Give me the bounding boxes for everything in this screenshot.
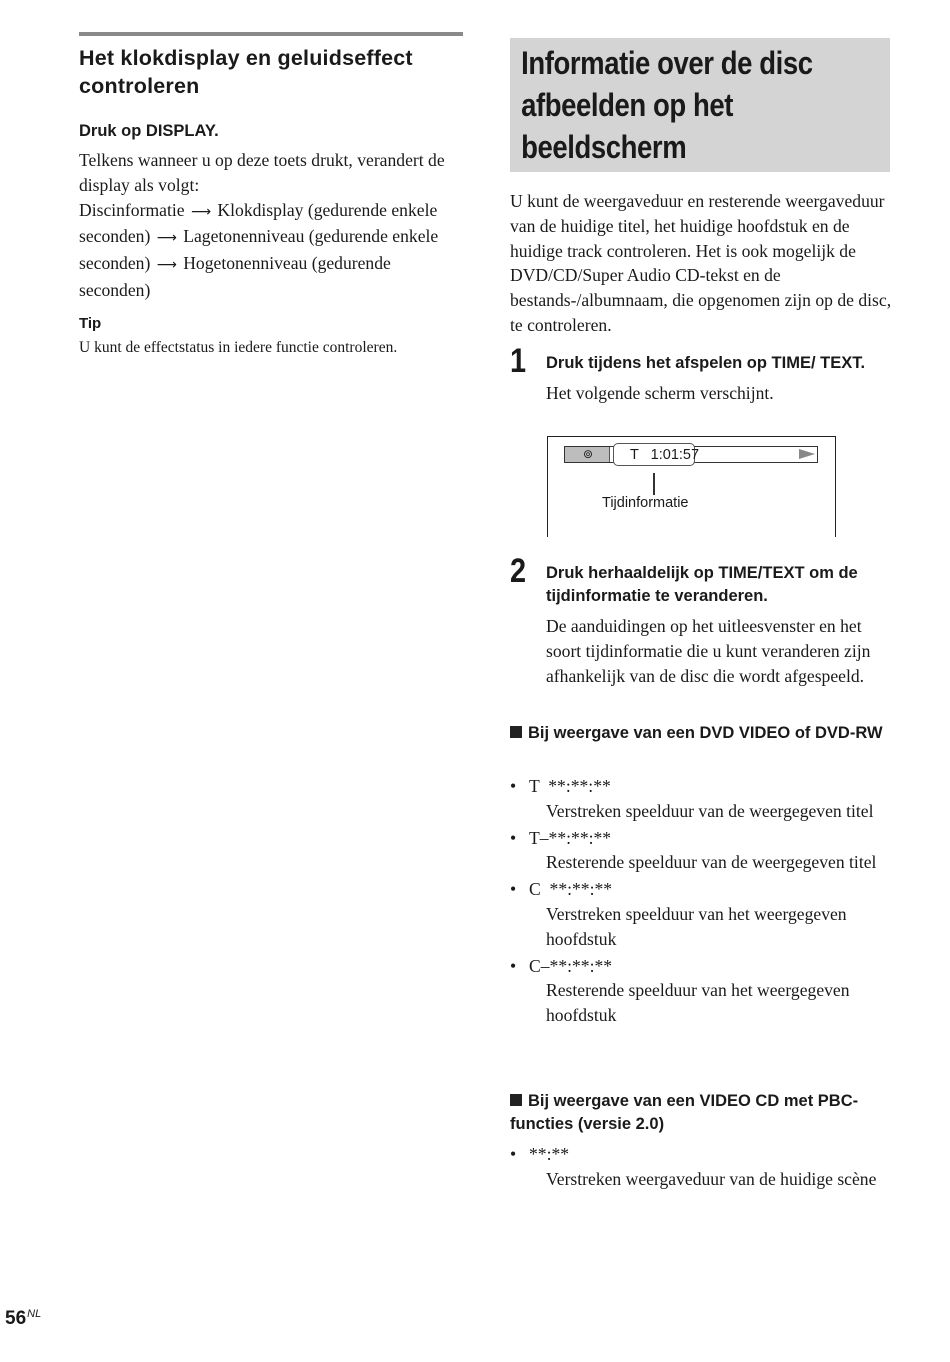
time-code: C **:**:** <box>529 879 613 900</box>
sequence-item-3: Lagetonenniveau (gedurende enkele seconden) <box>79 226 439 274</box>
time-description: Resterende speelduur van het weergegeven hoofdstuk <box>546 980 850 1026</box>
time-code: T–**:**:** <box>529 827 612 848</box>
bullet-icon: • <box>510 776 517 796</box>
tip-label: Tip <box>79 314 102 332</box>
list-item <box>510 954 895 1028</box>
left-column <box>79 32 463 358</box>
bullet-icon: • <box>510 1144 517 1164</box>
arrow-right-icon: ⟶ <box>156 257 177 274</box>
time-description: Verstreken speelduur van de weergegeven titel <box>546 800 874 821</box>
page-number-value: 56 <box>5 1308 27 1329</box>
time-description: Verstreken weergaveduur van de huidige scène <box>546 1168 877 1189</box>
section-heading: Het klokdisplay en geluidseffect controleren <box>79 46 413 98</box>
step-heading: Druk tijdens het afspelen op TIME/ TEXT. <box>546 354 866 372</box>
display-sequence-text <box>79 148 463 303</box>
time-description: Verstreken speelduur van het weergegeven hoofdstuk <box>546 903 847 949</box>
disc-time-icon: ⊚ <box>583 447 594 461</box>
section-heading-text: Bij weergave van een VIDEO CD met PBC-functies (versie 2.0) <box>510 1092 859 1133</box>
instruction-heading: Druk op DISPLAY. <box>79 122 219 140</box>
time-description: Resterende speelduur van de weergegeven titel <box>546 852 877 873</box>
step-number: 2 <box>510 552 527 590</box>
list-item <box>510 1142 895 1192</box>
osd-time-bar <box>564 446 818 463</box>
square-bullet-icon <box>510 1094 522 1106</box>
arrow-right-icon: ⟶ <box>156 230 177 247</box>
section-heading-text: Bij weergave van een DVD VIDEO of DVD-RW <box>528 724 883 742</box>
sequence-item-2: Klokdisplay (gedurende enkele seconden) <box>79 199 438 247</box>
list-item <box>510 774 895 824</box>
step-1 <box>510 342 895 406</box>
tip-text: U kunt de effectstatus in iedere functie controleren. <box>79 338 398 356</box>
bullet-icon: • <box>510 955 517 976</box>
intro-paragraph: U kunt de weergaveduur en resterende weergaveduur van de huidige titel, het huidige hoofdstuk en de huidige track controleren. Het is ook mogelijk de DVD/CD/Super Audio CD-tekst en de bestands-/albumnaam, die opgenomen zijn op de disc, te controleren. <box>510 191 892 335</box>
osd-icon-area <box>565 447 610 462</box>
section-heading-vcd <box>510 1090 895 1136</box>
callout-caption: Tijdinformatie <box>602 495 689 511</box>
time-code: **:** <box>529 1144 570 1164</box>
page-title: Informatie over de disc afbeelden op het beeldscherm <box>521 45 813 165</box>
page-title-box <box>510 38 890 172</box>
section-heading-dvd <box>510 722 895 745</box>
page-number <box>5 1308 41 1330</box>
section-rule <box>79 32 463 36</box>
dvd-time-list <box>510 774 895 1030</box>
vcd-time-list <box>510 1142 895 1194</box>
step-number: 1 <box>510 342 527 380</box>
list-item <box>510 826 895 876</box>
time-code: T **:**:** <box>529 776 611 796</box>
sequence-item-4: Hogetonenniveau (gedurende seconden) <box>79 253 391 300</box>
bullet-icon: • <box>510 827 517 848</box>
page-language-suffix: NL <box>27 1308 42 1320</box>
step-2 <box>510 552 895 688</box>
step-body: De aanduidingen op het uitleesvenster en het soort tijdinformatie die u kunt veranderen zijn afhankelijk van de disc die wordt afgespeeld. <box>546 616 871 686</box>
osd-time-text: T 1:01:57 <box>630 447 700 463</box>
bullet-icon: • <box>510 879 517 900</box>
list-item <box>510 877 895 951</box>
body-intro: Telkens wanneer u op deze toets drukt, verandert de display als volgt: <box>79 150 445 195</box>
screen-illustration <box>547 436 836 537</box>
time-code: C–**:**:** <box>529 955 613 976</box>
arrow-right-icon: ⟶ <box>190 203 212 220</box>
play-icon <box>799 449 815 459</box>
step-heading: Druk herhaaldelijk op TIME/TEXT om de tijdinformatie te veranderen. <box>546 564 858 605</box>
callout-line <box>653 473 655 495</box>
step-body: Het volgende scherm verschijnt. <box>546 383 774 403</box>
sequence-item-1: Discinformatie <box>79 199 185 220</box>
square-bullet-icon <box>510 726 522 738</box>
